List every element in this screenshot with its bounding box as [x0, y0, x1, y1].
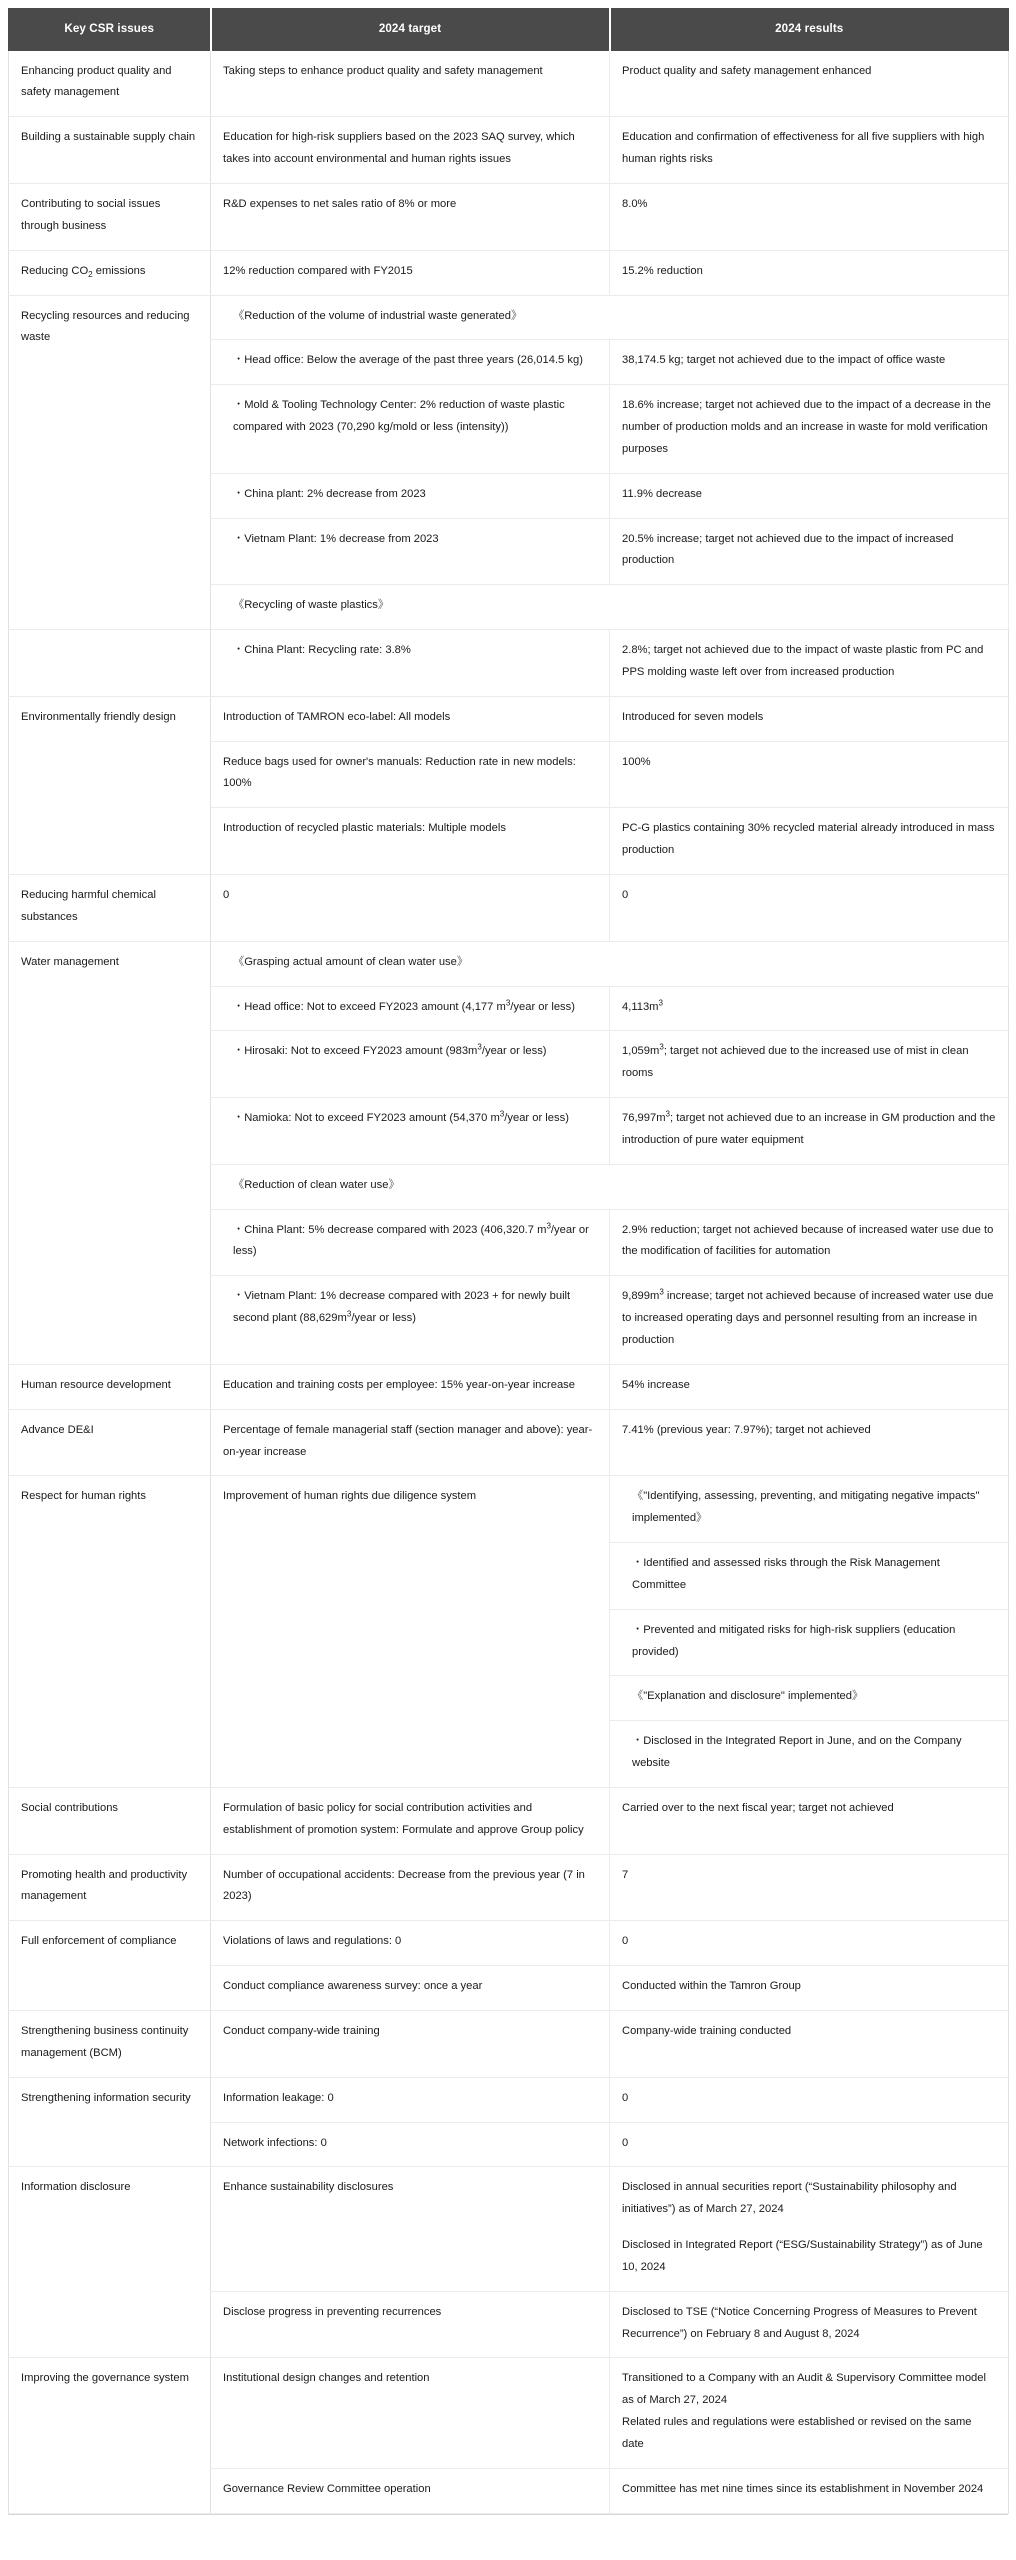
table-row [9, 1921, 1009, 1966]
target-cell: Conduct compliance awareness survey: once a year [211, 1966, 610, 2011]
table-body [9, 50, 1009, 2513]
cubic-superscript: 3 [665, 1109, 671, 1119]
result-cell: ・Disclosed in the Integrated Report in June, and on the Company website [610, 1721, 1009, 1788]
target-cell: Disclose progress in preventing recurrences [211, 2291, 610, 2358]
table-row [9, 1364, 1009, 1409]
cubic-superscript: 3 [658, 997, 663, 1007]
target-text-b: /year or less) [504, 1112, 569, 1125]
result-cell [610, 2167, 1009, 2291]
table-row [9, 1476, 1009, 1543]
target-cell [211, 1209, 610, 1276]
issue-cell: Respect for human rights [9, 1476, 211, 1788]
result-cell: 54% increase [610, 1364, 1009, 1409]
issue-cell: Environmentally friendly design [9, 696, 211, 874]
result-cell: Disclosed to TSE (“Notice Concerning Progress of Measures to Prevent Recurrence”) on February 8 and August 8, 2024 [610, 2291, 1009, 2358]
result-cell [610, 986, 1009, 1031]
result-subsection-heading: 《"Explanation and disclosure" implemented》 [610, 1676, 1009, 1721]
result-cell: 0 [610, 2122, 1009, 2167]
result-cell: 18.6% increase; target not achieved due to the impact of a decrease in the number of production molds and an increase in waste for mold verification purposes [610, 385, 1009, 474]
table-row [9, 2077, 1009, 2122]
target-text-b: /year or less) [481, 1045, 547, 1058]
table-row [9, 1787, 1009, 1854]
target-cell [211, 1276, 610, 1365]
result-cell: 2.8%; target not achieved due to the impact of waste plastic from PC and PPS molding waste left over from increased production [610, 630, 1009, 697]
target-cell: Education for high-risk suppliers based on the 2023 SAQ survey, which takes into account environmental and human rights issues [211, 117, 610, 184]
line-gap [622, 2221, 996, 2235]
issue-cell: Water management [9, 941, 211, 1364]
result-text-a: 4,113m [622, 1000, 659, 1013]
result-text-a: 9,899m [622, 1290, 660, 1303]
subsection-heading: 《Reduction of the volume of industrial waste generated》 [211, 295, 1009, 340]
issue-cell: Reducing harmful chemical substances [9, 875, 211, 942]
result-cell: 100% [610, 741, 1009, 808]
result-text-a: 1,059m [622, 1045, 660, 1058]
result-cell: 11.9% decrease [610, 473, 1009, 518]
issue-cell: Information disclosure [9, 2167, 211, 2358]
table-row [9, 1854, 1009, 1921]
result-text-b: ; target not achieved due to the increased use of mist in clean rooms [622, 1045, 969, 1080]
result-cell: Conducted within the Tamron Group [610, 1966, 1009, 2011]
issue-cell: Recycling resources and reducing waste [9, 295, 211, 630]
result-cell [610, 1031, 1009, 1098]
target-cell: Violations of laws and regulations: 0 [211, 1921, 610, 1966]
table-row [9, 2358, 1009, 2468]
target-text-b: /year or less) [510, 1000, 575, 1013]
result-line-2: Disclosed in Integrated Report (“ESG/Sustainability Strategy”) as of June 10, 2024 [622, 2239, 983, 2273]
issue-cell: Strengthening business continuity management (BCM) [9, 2011, 211, 2078]
target-cell: Conduct company-wide training [211, 2011, 610, 2078]
target-cell: Number of occupational accidents: Decrease from the previous year (7 in 2023) [211, 1854, 610, 1921]
table-row [9, 250, 1009, 295]
result-cell [610, 1098, 1009, 1165]
target-cell: ・Vietnam Plant: 1% decrease from 2023 [211, 518, 610, 585]
table-row [9, 2011, 1009, 2078]
target-cell: ・Mold & Tooling Technology Center: 2% reduction of waste plastic compared with 2023 (70,290 kg/mold or less (intensity)) [211, 385, 610, 474]
result-cell: 7.41% (previous year: 7.97%); target not achieved [610, 1409, 1009, 1476]
result-cell: Carried over to the next fiscal year; target not achieved [610, 1787, 1009, 1854]
result-cell: 0 [610, 875, 1009, 942]
result-cell: 38,174.5 kg; target not achieved due to the impact of office waste [610, 340, 1009, 385]
issue-cell: Improving the governance system [9, 2358, 211, 2513]
result-cell: ・Identified and assessed risks through the Risk Management Committee [610, 1543, 1009, 1610]
cubic-superscript: 3 [477, 1042, 482, 1052]
column-header-key-csr-issues: Key CSR issues [9, 9, 211, 51]
table-row [9, 941, 1009, 986]
target-cell [211, 1031, 610, 1098]
cubic-superscript: 3 [659, 1042, 664, 1052]
table-row [9, 183, 1009, 250]
result-cell [610, 1276, 1009, 1365]
table-row [9, 295, 1009, 340]
subsection-heading: 《Recycling of waste plastics》 [211, 585, 1009, 630]
target-cell: Network infections: 0 [211, 2122, 610, 2167]
issue-cell: Building a sustainable supply chain [9, 117, 211, 184]
target-text-a: ・Namioka: Not to exceed FY2023 amount (54,370 m [233, 1112, 500, 1125]
cubic-superscript: 3 [505, 997, 511, 1007]
issue-cell: Human resource development [9, 1364, 211, 1409]
target-cell: Taking steps to enhance product quality and safety management [211, 50, 610, 117]
table-header [9, 9, 1009, 51]
csr-targets-results-table [8, 8, 1009, 2514]
issue-cell: Full enforcement of compliance [9, 1921, 211, 2011]
target-cell: 0 [211, 875, 610, 942]
issue-cell: Contributing to social issues through business [9, 183, 211, 250]
result-subsection-heading: 《"Identifying, assessing, preventing, and mitigating negative impacts" implemented》 [610, 1476, 1009, 1543]
target-cell: ・China Plant: Recycling rate: 3.8% [211, 630, 610, 697]
result-line-1: Disclosed in annual securities report (“Sustainability philosophy and initiatives”) as of March 27, 2024 [622, 2181, 957, 2216]
target-cell: Governance Review Committee operation [211, 2468, 610, 2513]
result-line-2: Related rules and regulations were established or revised on the same date [622, 2416, 972, 2450]
target-text-a: ・China Plant: 5% decrease compared with 2023 (406,320.7 m [233, 1223, 547, 1236]
table-row [9, 696, 1009, 741]
result-cell: PC-G plastics containing 30% recycled material already introduced in mass production [610, 808, 1009, 875]
target-text-b: /year or less) [351, 1312, 416, 1325]
target-cell: 12% reduction compared with FY2015 [211, 250, 610, 295]
cubic-superscript: 3 [346, 1309, 352, 1319]
table-bottom-rule [8, 2514, 1008, 2515]
issue-cell: Strengthening information security [9, 2077, 211, 2167]
target-text-a: ・Hirosaki: Not to exceed FY2023 amount (983m [233, 1045, 478, 1058]
column-header-2024-results: 2024 results [610, 9, 1009, 51]
cubic-superscript: 3 [546, 1220, 551, 1230]
target-cell: Improvement of human rights due diligence system [211, 1476, 610, 1788]
target-text-a: ・Vietnam Plant: 1% decrease compared with 2023 + for newly built second plant (88,629m [233, 1290, 571, 1325]
target-cell: Education and training costs per employee: 15% year-on-year increase [211, 1364, 610, 1409]
target-cell: Reduce bags used for owner's manuals: Reduction rate in new models: 100% [211, 741, 610, 808]
result-cell: 15.2% reduction [610, 250, 1009, 295]
target-cell: Formulation of basic policy for social contribution activities and establishment of promotion system: Formulate and approve Group policy [211, 1787, 610, 1854]
result-cell: Committee has met nine times since its establishment in November 2024 [610, 2468, 1009, 2513]
table-row [9, 630, 1009, 697]
result-text-b: ; target not achieved due to an increase in GM production and the introduction of pure water equipment [622, 1112, 996, 1146]
result-cell: 20.5% increase; target not achieved due to the impact of increased production [610, 518, 1009, 585]
result-cell: Product quality and safety management enhanced [610, 50, 1009, 117]
result-cell: 7 [610, 1854, 1009, 1921]
target-cell: R&D expenses to net sales ratio of 8% or more [211, 183, 610, 250]
target-text-a: ・Head office: Not to exceed FY2023 amount (4,177 m [233, 1000, 506, 1013]
target-cell: Institutional design changes and retention [211, 2358, 610, 2468]
target-cell: ・China plant: 2% decrease from 2023 [211, 473, 610, 518]
target-cell: Introduction of TAMRON eco-label: All models [211, 696, 610, 741]
result-cell: ・Prevented and mitigated risks for high-risk suppliers (education provided) [610, 1609, 1009, 1676]
result-text-a: 76,997m [622, 1112, 666, 1125]
issue-cell: Reducing $CO_2$ emissions [9, 250, 211, 295]
table-row [9, 1409, 1009, 1476]
issue-cell: Promoting health and productivity management [9, 1854, 211, 1921]
result-line-1: Transitioned to a Company with an Audit & Supervisory Committee model as of March 27, 2024 [622, 2372, 986, 2407]
table-row [9, 117, 1009, 184]
target-cell: Enhance sustainability disclosures [211, 2167, 610, 2291]
result-cell: 0 [610, 1921, 1009, 1966]
issue-cell: Advance DE&I [9, 1409, 211, 1476]
result-cell: 2.9% reduction; target not achieved because of increased water use due to the modification of facilities for automation [610, 1209, 1009, 1276]
column-header-2024-target: 2024 target [211, 9, 610, 51]
target-cell: Information leakage: 0 [211, 2077, 610, 2122]
subsection-heading: 《Grasping actual amount of clean water use》 [211, 941, 1009, 986]
result-cell: Introduced for seven models [610, 696, 1009, 741]
result-text-b: increase; target not achieved because of increased water use due to increased operating days and personnel resulting from an increase in production [622, 1290, 994, 1346]
cubic-superscript: 3 [659, 1287, 664, 1297]
table-row [9, 50, 1009, 117]
table-row [9, 875, 1009, 942]
target-cell [211, 986, 610, 1031]
subscript-2: 2 [88, 269, 93, 279]
header-row [9, 9, 1009, 51]
subsection-heading: 《Reduction of clean water use》 [211, 1164, 1009, 1209]
target-cell [211, 1098, 610, 1165]
target-text-b: /year or less) [233, 1223, 589, 1258]
target-cell: Percentage of female managerial staff (section manager and above): year-on-year increase [211, 1409, 610, 1476]
issue-cell: Enhancing product quality and safety management [9, 50, 211, 117]
issue-cell: Social contributions [9, 1787, 211, 1854]
result-cell: Education and confirmation of effectiveness for all five suppliers with high human rights risks [610, 117, 1009, 184]
issue-cell-continuation [9, 630, 211, 697]
result-cell: 0 [610, 2077, 1009, 2122]
result-cell: Company-wide training conducted [610, 2011, 1009, 2078]
target-cell: Introduction of recycled plastic materials: Multiple models [211, 808, 610, 875]
result-cell [610, 2358, 1009, 2468]
target-cell: ・Head office: Below the average of the past three years (26,014.5 kg) [211, 340, 610, 385]
cubic-superscript: 3 [499, 1109, 505, 1119]
result-cell: 8.0% [610, 183, 1009, 250]
table-row [9, 2167, 1009, 2291]
